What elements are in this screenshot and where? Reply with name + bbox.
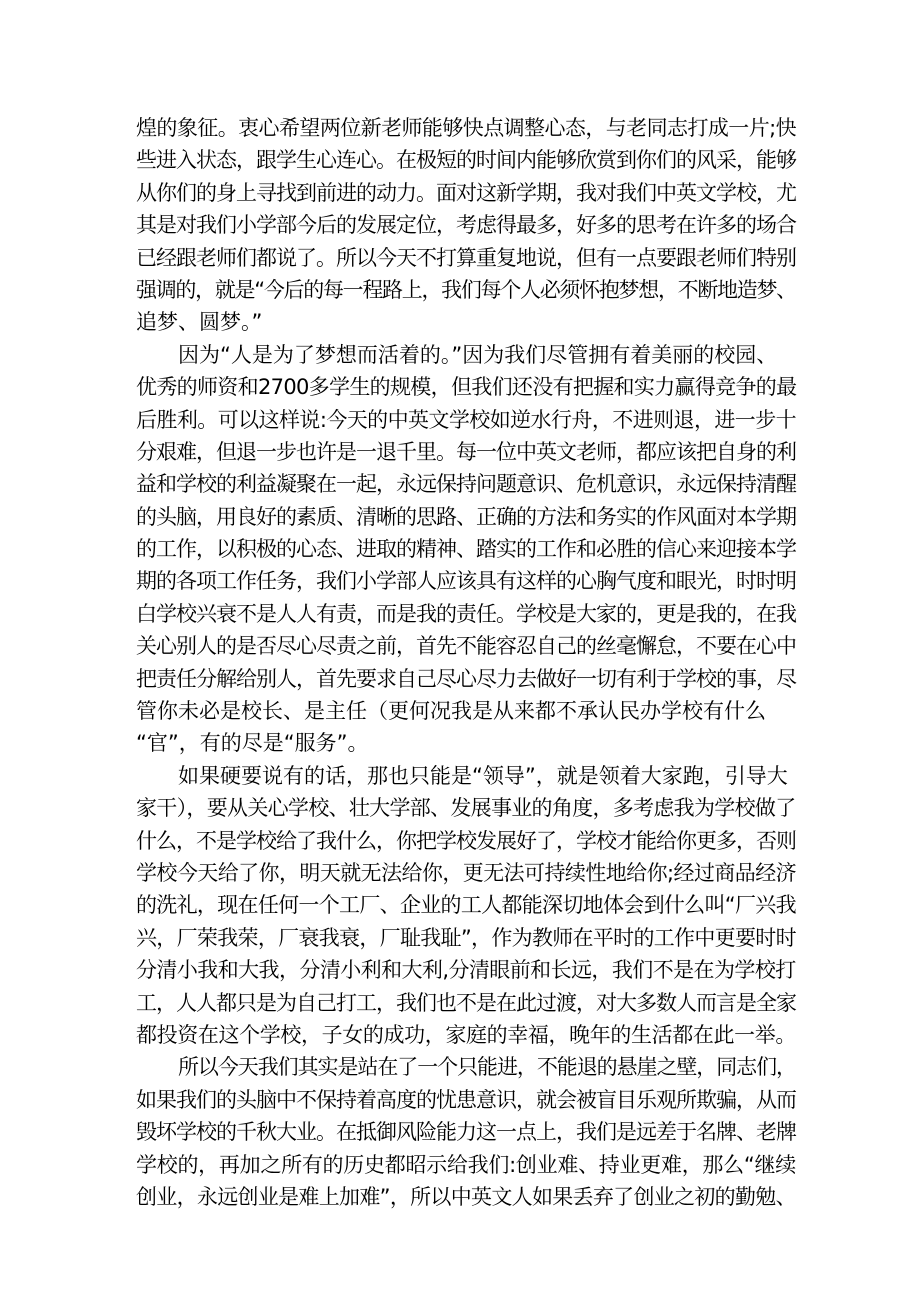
text-line: 学校的，再加之所有的历史都昭示给我们:创业难、持业更难，那么“继续 (136, 1152, 796, 1177)
text-line: 期的各项工作任务，我们小学部人应该具有这样的心胸气度和眼光，时时明 (136, 569, 796, 594)
text-line: 分艰难，但退一步也许是一退千里。每一位中英文老师，都应该把自身的利 (136, 439, 796, 464)
text-line: 分清小我和大我，分清小利和大利,分清眼前和长远，我们不是在为学校打 (136, 958, 796, 983)
text-line: 追梦、圆梦。” (136, 310, 263, 335)
text-line: “官”，有的尽是“服务”。 (136, 731, 369, 756)
text-line: 从你们的身上寻找到前进的动力。面对这新学期，我对我们中英文学校，尤 (136, 180, 796, 205)
text-line: 兴，厂荣我荣，厂衰我衰，厂耻我耻”，作为教师在平时的工作中更要时时 (136, 925, 796, 950)
text-line: 益和学校的利益凝聚在一起，永远保持问题意识、危机意识，永远保持清醒 (136, 472, 796, 497)
text-line: 把责任分解给别人，首先要求自己尽心尽力去做好一切有利于学校的事，尽 (136, 666, 796, 691)
text-line: 家干），要从关心学校、壮大学部、发展事业的角度，多考虑我为学校做了 (136, 796, 796, 821)
text-line: 关心别人的是否尽心尽责之前，首先不能容忍自己的丝毫懈怠，不要在心中 (136, 634, 796, 659)
text-line: 的洗礼，现在任何一个工厂、企业的工人都能深切地体会到什么叫“厂兴我 (136, 893, 796, 918)
text-line: 些进入状态，跟学生心连心。在极短的时间内能够欣赏到你们的风采，能够 (136, 148, 796, 173)
text-line: 都投资在这个学校，子女的成功，家庭的幸福，晚年的生活都在此一举。 (136, 1022, 796, 1047)
text-line: 毁坏学校的千秋大业。在抵御风险能力这一点上，我们是远差于名牌、老牌 (136, 1120, 796, 1145)
text-line: 管你未必是校长、是主任（更何况我是从来都不承认民办学校有什么 (136, 699, 766, 724)
text-line: 优秀的师资和2700多学生的规模，但我们还没有把握和实力赢得竞争的最 (136, 375, 797, 400)
text-line: 后胜利。可以这样说:今天的中英文学校如逆水行舟，不进则退，进一步十 (136, 407, 797, 432)
text-line: 其是对我们小学部今后的发展定位，考虑得最多，好多的思考在许多的场合 (136, 213, 796, 238)
document-body-text (136, 112, 796, 1213)
text-line: 所以今天我们其实是站在了一个只能进，不能退的悬崖之壁，同志们， (178, 1055, 796, 1080)
text-line: 煌的象征。衷心希望两位新老师能够快点调整心态，与老同志打成一片;快 (136, 116, 797, 140)
text-line: 白学校兴衰不是人人有责，而是我的责任。学校是大家的，更是我的，在我 (136, 601, 796, 626)
text-line: 创业，永远创业是难上加难”，所以中英文人如果丢弃了创业之初的勤勉、 (136, 1184, 796, 1209)
text-line: 强调的，就是“今后的每一程路上，我们每个人必须怀抱梦想，不断地造梦、 (136, 277, 796, 302)
text-line: 因为“人是为了梦想而活着的。”因为我们尽管拥有着美丽的校园、 (178, 342, 778, 367)
text-line: 如果我们的头脑中不保持着高度的忧患意识，就会被盲目乐观所欺骗，从而 (136, 1087, 796, 1112)
text-line: 如果硬要说有的话，那也只能是“领导”，就是领着大家跑，引导大 (178, 763, 788, 788)
text-line: 的工作，以积极的心态、进取的精神、踏实的工作和必胜的信心来迎接本学 (136, 537, 796, 562)
text-line: 的头脑，用良好的素质、清晰的思路、正确的方法和务实的作风面对本学期 (136, 504, 796, 529)
text-line: 学校今天给了你，明天就无法给你，更无法可持续性地给你;经过商品经济 (136, 860, 797, 885)
text-line: 什么，不是学校给了我什么，你把学校发展好了，学校才能给你更多，否则 (136, 828, 796, 853)
text-line: 工，人人都只是为自己打工，我们也不是在此过渡，对大多数人而言是全家 (136, 990, 796, 1015)
text-line: 已经跟老师们都说了。所以今天不打算重复地说，但有一点要跟老师们特别 (136, 245, 796, 270)
